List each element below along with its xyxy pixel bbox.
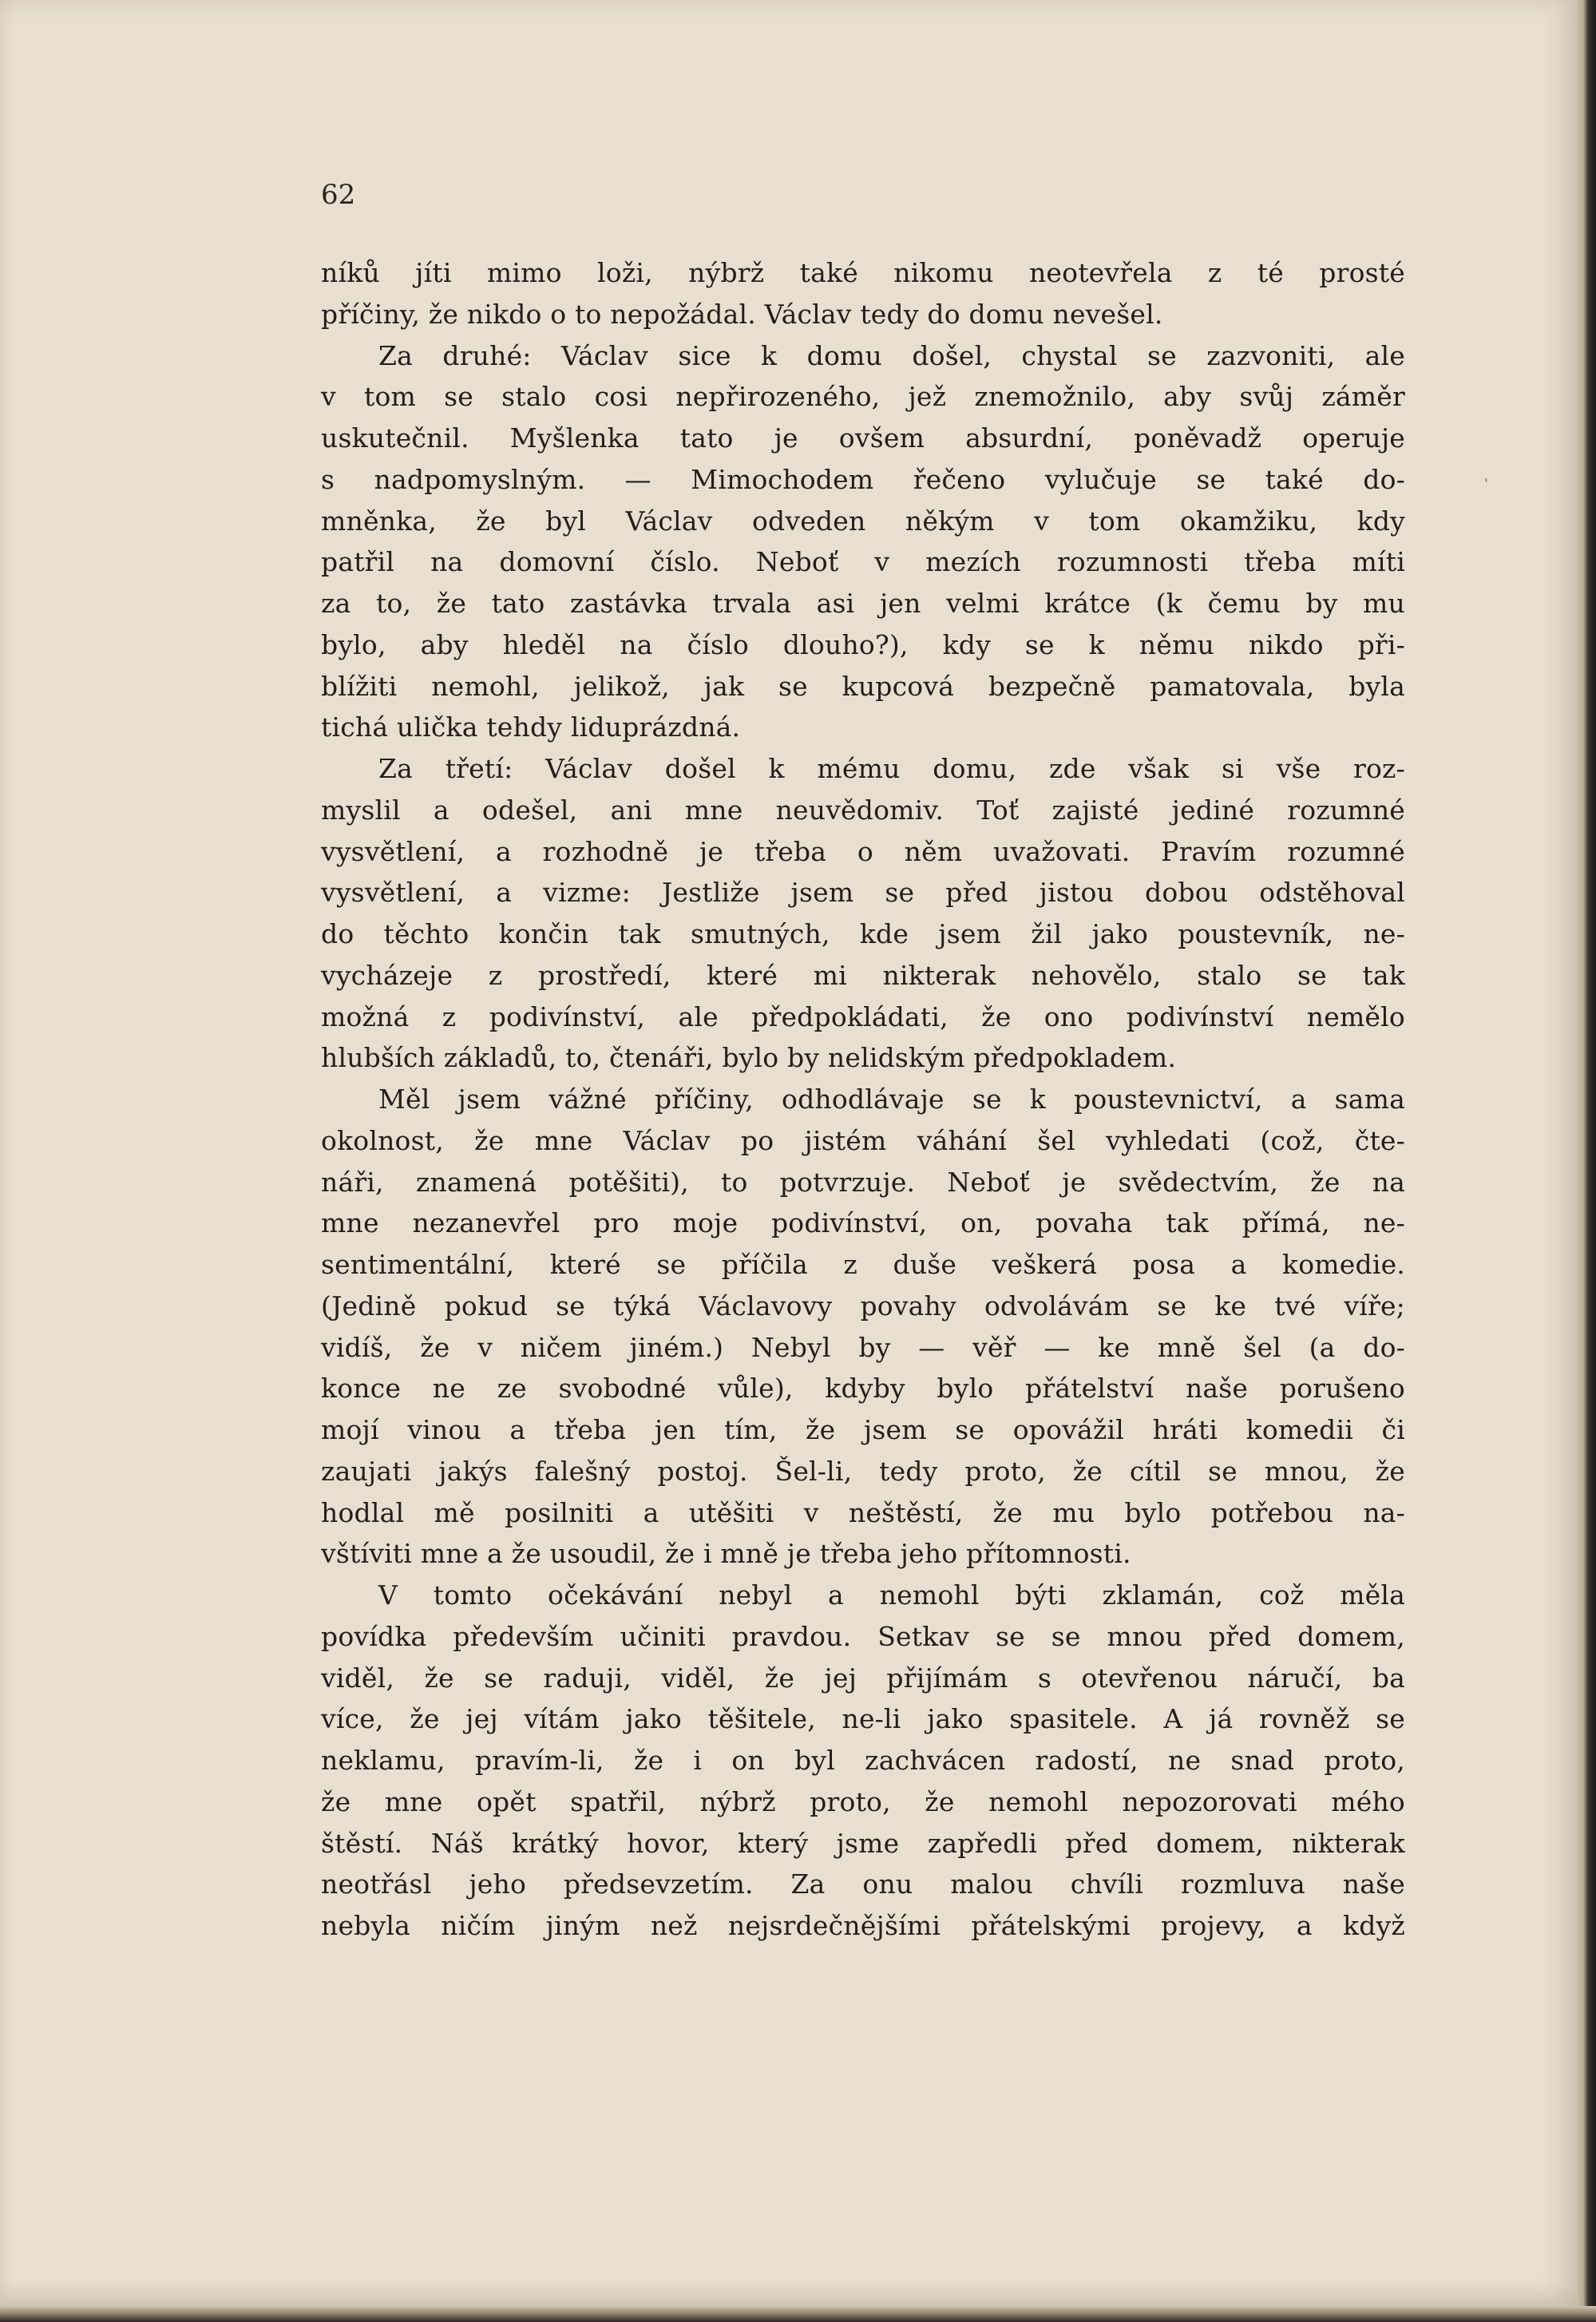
text-line: tichá ulička tehdy liduprázdná. xyxy=(321,711,741,743)
text-line: více, že jej vítám jako těšitele, ne-li jako spasitele. A já rovněž se xyxy=(321,1703,1405,1735)
body-text xyxy=(321,252,1405,1947)
margin-mark: ' xyxy=(1484,476,1488,493)
text-line: hodlal mě posilniti a utěšiti v neštěstí, že mu bylo potřebou na- xyxy=(321,1496,1405,1528)
text-line: vštíviti mne a že usoudil, že i mně je třeba jeho přítomnosti. xyxy=(321,1538,1131,1570)
text-line: hlubších základů, to, čtenáři, bylo by nelidským předpokladem. xyxy=(321,1042,1177,1074)
text-line: konce ne ze svobodné vůle), kdyby bylo přátelství naše porušeno xyxy=(321,1373,1405,1405)
text-line: myslil a odešel, ani mne neuvědomiv. Toť zajisté jediné rozumné xyxy=(321,794,1405,826)
text-line: možná z podivínství, ale předpokládati, že ono podivínství nemělo xyxy=(321,1001,1405,1032)
text-line: příčiny, že nikdo o to nepožádal. Václav tedy do domu nevešel. xyxy=(321,298,1163,330)
text-line: vysvětlení, a vizme: Jestliže jsem se před jistou dobou odstěhoval xyxy=(321,877,1405,909)
text-line: Za třetí: Václav došel k mému domu, zde však si vše roz- xyxy=(378,753,1405,784)
text-line: mojí vinou a třeba jen tím, že jsem se opovážil hráti komedii či xyxy=(321,1414,1405,1445)
text-line: patřil na domovní číslo. Neboť v mezích rozumnosti třeba míti xyxy=(321,546,1405,578)
text-line: vidíš, že v ničem jiném.) Nebyl by — věř — ke mně šel (a do- xyxy=(321,1331,1405,1363)
text-line: že mne opět spatřil, nýbrž proto, že nemohl nepozorovati mého xyxy=(321,1785,1405,1817)
text-line: V tomto očekávání nebyl a nemohl býti zklamán, což měla xyxy=(378,1579,1405,1611)
text-line: za to, že tato zastávka trvala asi jen velmi krátce (k čemu by mu xyxy=(321,588,1405,619)
text-line: nebyla ničím jiným než nejsrdečnějšími přátelskými projevy, a když xyxy=(321,1910,1405,1941)
text-line: s nadpomyslným. — Mimochodem řečeno vylučuje se také do- xyxy=(321,463,1405,495)
text-line: vysvětlení, a rozhodně je třeba o něm uvažovati. Pravím rozumné xyxy=(321,835,1405,867)
text-line: neklamu, pravím-li, že i on byl zachvácen radostí, ne snad proto, xyxy=(321,1745,1405,1776)
text-line: mněnka, že byl Václav odveden někým v tom okamžiku, kdy xyxy=(321,505,1405,537)
text-line: okolnost, že mne Václav po jistém váhání šel vyhledati (což, čte- xyxy=(321,1124,1405,1156)
page-edge-right xyxy=(1577,0,1596,2322)
text-line: (Jedině pokud se týká Václavovy povahy odvolávám se ke tvé víře; xyxy=(321,1290,1405,1321)
text-line: v tom se stalo cosi nepřirozeného, jež znemožnilo, aby svůj záměr xyxy=(321,381,1405,413)
text-line: do těchto končin tak smutných, kde jsem žil jako poustevník, ne- xyxy=(321,918,1405,949)
text-line: viděl, že se raduji, viděl, že jej přijímám s otevřenou náručí, ba xyxy=(321,1662,1405,1694)
text-line: neotřásl jeho předsevzetím. Za onu malou chvíli rozmluva naše xyxy=(321,1868,1405,1900)
text-line: uskutečnil. Myšlenka tato je ovšem absurdní, poněvadž operuje xyxy=(321,422,1405,454)
text-line: blížiti nemohl, jelikož, jak se kupcová bezpečně pamatovala, byla xyxy=(321,670,1405,702)
text-line: štěstí. Náš krátký hovor, který jsme zapředli před domem, nikterak xyxy=(321,1827,1405,1859)
text-line: Za druhé: Václav sice k domu došel, chystal se zazvoniti, ale xyxy=(378,339,1405,371)
text-line: níků jíti mimo loži, nýbrž také nikomu neotevřela z té prosté xyxy=(321,257,1405,288)
page-edge-bottom xyxy=(0,2306,1596,2322)
text-line: náři, znamená potěšiti), to potvrzuje. Neboť je svědectvím, že na xyxy=(321,1166,1405,1198)
page-number: 62 xyxy=(321,179,356,211)
text-line: zaujati jakýs falešný postoj. Šel-li, tedy proto, že cítil se mnou, že xyxy=(321,1455,1405,1487)
text-line: povídka především učiniti pravdou. Setkav se se mnou před domem, xyxy=(321,1620,1405,1652)
text-line: sentimentální, které se příčila z duše veškerá posa a komedie. xyxy=(321,1249,1405,1280)
text-line: mne nezanevřel pro moje podivínství, on, povaha tak přímá, ne- xyxy=(321,1207,1405,1239)
text-line: bylo, aby hleděl na číslo dlouho?), kdy se k němu nikdo při- xyxy=(321,628,1405,660)
text-line: Měl jsem vážné příčiny, odhodlávaje se k poustevnictví, a sama xyxy=(378,1084,1405,1115)
text-line: vycházeje z prostředí, které mi nikterak nehovělo, stalo se tak xyxy=(321,959,1405,991)
